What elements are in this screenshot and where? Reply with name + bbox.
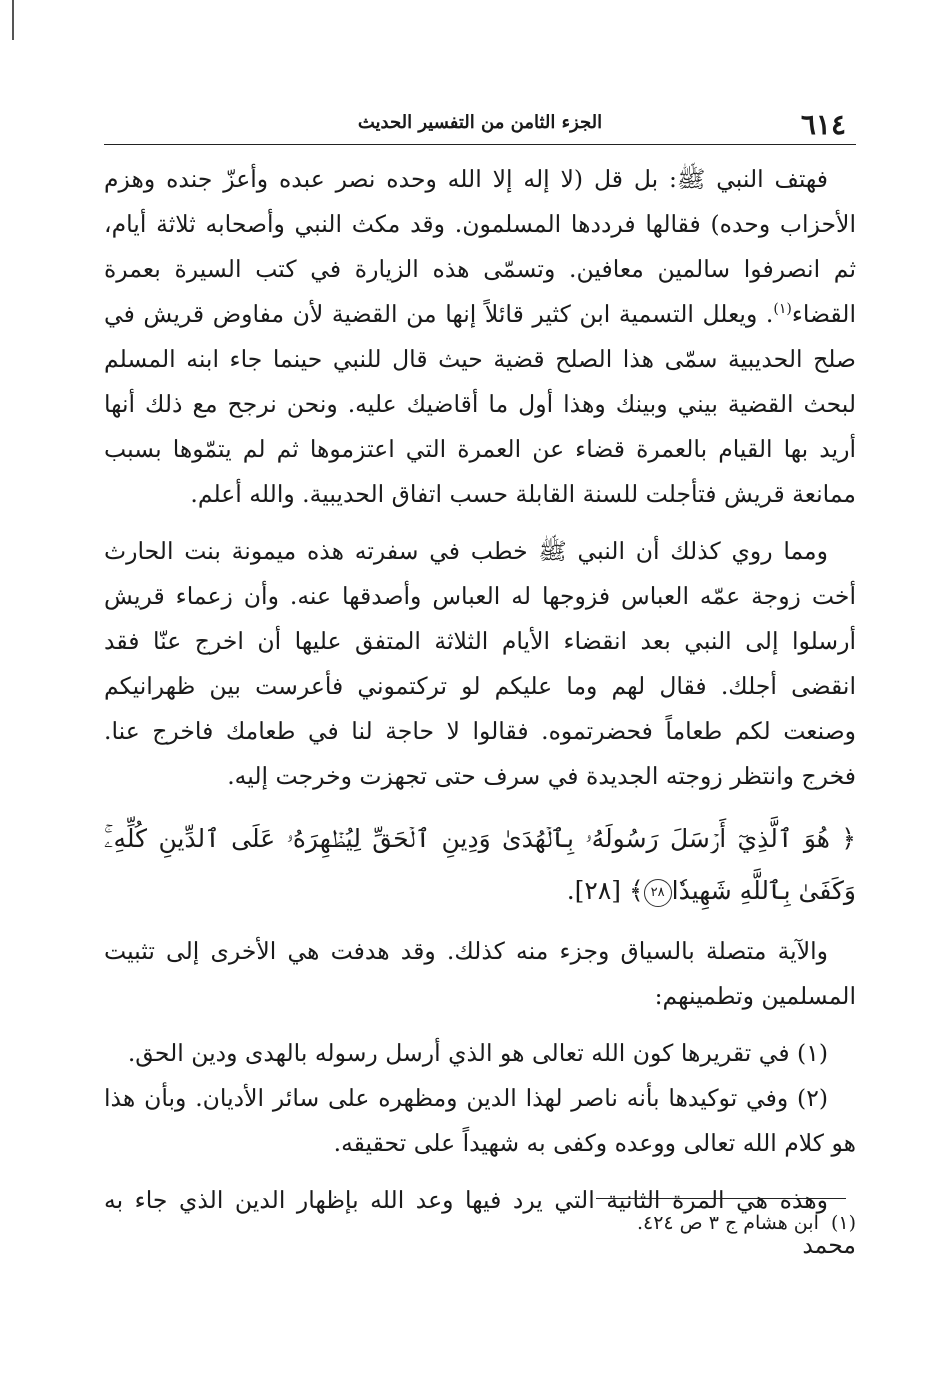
page-number: ٦١٤ [800,108,846,141]
verse-reference: [٢٨]. [566,876,622,905]
footnote-marker: (١) [830,1212,856,1234]
scan-edge-mark [12,0,14,40]
running-title: الجزء الثامن من التفسير الحديث [357,112,603,133]
paragraph-text: فهتف النبي ﷺ: بل قل (لا إله إلا الله وحده نصر عبده وأعزّ جنده وهزم الأحزاب وحده) فقالها فرددها المسلمون. وقد مكث النبي وأصحابه ثلاثة أيام، ثم انصرفوا سالمين معافين. وتسمّى هذه الزيارة في كتب السيرة بعمرة القضاء [104,165,856,328]
footnote-text: ابن هشام ج ٣ ص ٤٢٤. [636,1212,819,1234]
paragraph-maymuna: ومما روي كذلك أن النبي ﷺ خطب في سفرته هذه ميمونة بنت الحارث أخت زوجة عمّه العباس فزوجها له العباس وأصدقها عنه. وأن زعماء قريش أرسلوا إلى النبي بعد انقضاء الأيام الثلاثة المتفق عليها أن اخرج عنّا فقد انقضى أجلك. فقال لهم وما عليكم لو تركتموني فأعرست بين ظهرانيكم وصنعت لكم طعاماً فحضرتموه. فقالوا لا حاجة لنا في طعامك فاخرج عنا. فخرج وانتظر زوجته الجديدة في سرف حتى تجهزت وخرجت إليه. [104,537,856,790]
verse-close-bracket: ﴾ [629,876,644,905]
paragraph-umrat-al-qada [104,157,856,517]
quran-verse [104,813,856,917]
footnote [637,1212,856,1234]
ayah-number-marker: ٢٨ [644,879,672,907]
footnote-divider [596,1198,846,1199]
commentary-point-1: (١) في تقريرها كون الله تعالى هو الذي أرسل رسوله بالهدى ودين الحق. [127,1039,828,1067]
verse-text: هُوَ ٱلَّذِيٓ أَرۡسَلَ رَسُولَهُۥ بِٱلۡهُدَىٰ وَدِينِ ٱلۡحَقِّ لِيُظۡهِرَهُۥ عَلَى ٱلدِّينِ كُلِّهِۦۚ وَكَفَىٰ بِٱللَّهِ شَهِيدٗا [104,824,856,905]
book-page [104,100,856,1268]
commentary-intro: والآية متصلة بالسياق وجزء منه كذلك. وقد هدفت هي الأخرى إلى تثبيت المسلمين وتطمينهم: [104,937,856,1010]
page-header [104,100,856,145]
commentary-point-2: (٢) وفي توكيدها بأنه ناصر لهذا الدين ومظهره على سائر الأديان. وبأن هذا هو كلام الله تعالى ووعده وكفى به شهيداً على تحقيقه. [104,1084,856,1157]
paragraph-text: . ويعلل التسمية ابن كثير قائلاً إنها من القضية لأن مفاوض قريش في صلح الحديبية سمّى هذا الصلح قضية حيث قال للنبي حينما جاء ابنه المسلم لبحث القضية بيني وبينك وهذا أول ما أقاضيك عليه. ونحن نرجح مع ذلك أنها أريد بها القيام بالعمرة قضاء عن العمرة التي اعتزموها ثم لم يتمّوها بسبب ممانعة قريش فتأجلت للسنة القابلة حسب اتفاق الحديبية. والله أعلم. [104,300,856,508]
footnote-reference: (١) [773,301,792,318]
verse-open-bracket: ﴿ [841,824,856,853]
body-text [104,157,856,1268]
commentary-last-line: وهذه هي المرة الثانية التي يرد فيها وعد الله بإظهار الدين الذي جاء به محمد [104,1186,856,1259]
